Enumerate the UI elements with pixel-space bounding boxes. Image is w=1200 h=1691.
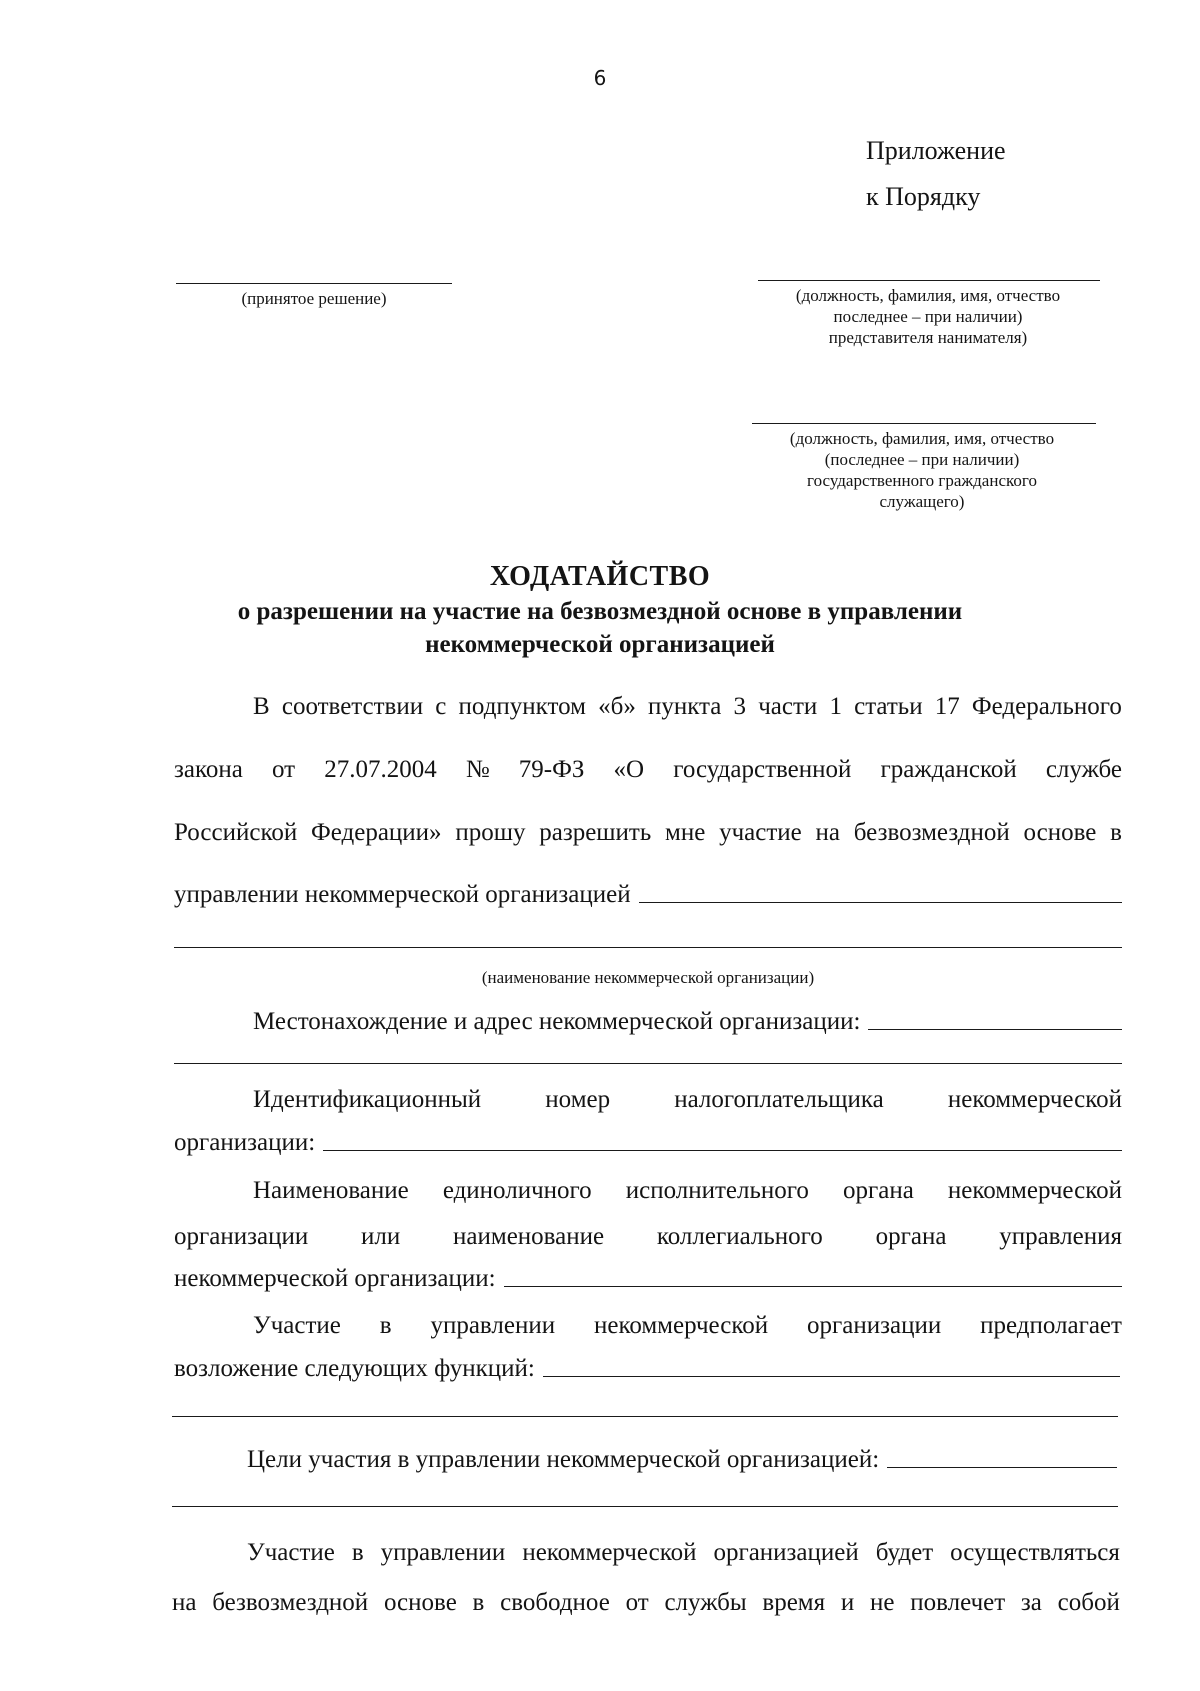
goals-blank-line [172,1506,1118,1507]
word: от [625,1589,649,1616]
word: исполнительного [625,1177,809,1204]
word: некоммерческой [947,1177,1122,1204]
word: разрешить [539,819,652,846]
word: Идентификационный [253,1086,482,1113]
employer-caption-line: (должность, фамилия, имя, отчество [795,286,1061,305]
word: государственной [673,756,852,783]
word: № [465,756,490,783]
employer-blank-line [758,280,1100,281]
word: от [271,756,296,783]
word: управлении [430,1312,556,1339]
paragraph-line [253,1087,1122,1112]
goals-blank [887,1467,1117,1468]
word: статьи [854,693,923,720]
inn-label: организации: [174,1129,316,1156]
word: собой [1057,1589,1120,1616]
word: 79-ФЗ [518,756,585,783]
word: организацией [713,1539,859,1566]
paragraph-line [253,1178,1122,1203]
inn-blank [323,1150,1122,1151]
document-subtitle: некоммерческой организацией [425,631,775,658]
word: номер [545,1086,611,1113]
word: безвозмездной [212,1589,369,1616]
servant-caption [740,428,1104,512]
word: управлении [380,1539,506,1566]
word: 27.07.2004 [324,756,437,783]
word: Российской [174,819,298,846]
org-name-caption: (наименование некоммерческой организации) [481,968,815,987]
functions-fill-line [174,1356,1120,1381]
word: некоммерческой [593,1312,769,1339]
servant-caption-line: служащего) [879,492,965,511]
word: в [351,1539,364,1566]
word: части [758,693,818,720]
servant-caption-line: (последнее – при наличии) [824,450,1020,469]
address-fill-line [253,1009,1122,1034]
word: на [172,1589,197,1616]
word: некоммерческой [947,1086,1122,1113]
word: Участие [253,1312,341,1339]
page-number: 6 [593,66,607,90]
word: «О [613,756,645,783]
word: наименование [453,1223,605,1250]
word: «б» [598,693,636,720]
paragraph-line [247,1540,1120,1565]
word: Федерального [971,693,1122,720]
word: 3 [733,693,747,720]
word: за [1020,1589,1042,1616]
word: 17 [934,693,960,720]
address-blank [868,1029,1122,1030]
word: в [379,1312,392,1339]
employer-caption-line: последнее – при наличии) [833,307,1023,326]
word: безвозмездной [853,819,1010,846]
functions-blank [543,1376,1120,1377]
org-name-label: управлении некоммерческой организацией [174,881,631,908]
word: на [815,819,841,846]
word: некоммерческой [522,1539,697,1566]
word: коллегиального [656,1223,823,1250]
word: свободное [500,1589,610,1616]
word: с [435,693,447,720]
paragraph-line [174,820,1122,845]
appendix-label: Приложение [866,136,1006,165]
word: или [361,1223,401,1250]
org-name-blank [639,902,1122,903]
word: участие [719,819,802,846]
functions-blank-line [172,1416,1118,1417]
word: мне [665,819,706,846]
word: Федерации» [310,819,442,846]
word: не [870,1589,895,1616]
organ-label: некоммерческой организации: [174,1265,496,1292]
organ-fill-line [174,1266,1122,1291]
word: службе [1045,756,1122,783]
organ-blank [504,1286,1122,1287]
appendix-reference: к Порядку [866,182,981,211]
employer-caption-line: представителя нанимателя) [828,328,1028,347]
org-name-fill-line [174,882,1122,907]
goals-label: Цели участия в управлении некоммерческой организацией: [247,1446,880,1473]
goals-fill-line [247,1447,1117,1472]
word: управления [999,1223,1122,1250]
word: в [1110,819,1122,846]
word: повлечет [910,1589,1006,1616]
address-label: Местонахождение и адрес некоммерческой организации: [253,1008,861,1035]
decision-blank-line [176,283,452,284]
word: органа [842,1177,914,1204]
word: время [762,1589,826,1616]
word: закона [174,756,243,783]
document-subtitle: о разрешении на участие на безвозмездной основе в управлении [237,598,963,625]
employer-caption [748,285,1108,348]
word: подпунктом [458,693,586,720]
word: налогоплательщика [674,1086,884,1113]
word: в [472,1589,485,1616]
word: соответствии [281,693,424,720]
inn-fill-line [174,1130,1122,1155]
word: 1 [829,693,842,720]
word: предполагает [980,1312,1122,1339]
paragraph-line [253,694,1122,719]
word: пункта [647,693,722,720]
word: органа [875,1223,947,1250]
word: организации [174,1223,309,1250]
paragraph-line [174,1224,1122,1249]
document-title: ХОДАТАЙСТВО [489,561,711,592]
word: осуществляться [950,1539,1120,1566]
org-name-blank-line [174,947,1122,948]
servant-caption-line: государственного гражданского [807,471,1037,490]
paragraph-line [253,1313,1122,1338]
word: организации [807,1312,942,1339]
word: и [840,1589,855,1616]
word: Участие [247,1539,335,1566]
word: единоличного [442,1177,592,1204]
word: основе [383,1589,457,1616]
word: будет [875,1539,934,1566]
functions-label: возложение следующих функций: [174,1355,535,1382]
servant-blank-line [752,423,1096,424]
paragraph-line [174,757,1122,782]
servant-caption-line: (должность, фамилия, имя, отчество [789,429,1055,448]
paragraph-line [172,1590,1120,1615]
address-blank-line [174,1063,1122,1064]
word: гражданской [880,756,1017,783]
word: В [253,693,270,720]
decision-caption: (принятое решение) [241,289,387,308]
word: службы [664,1589,747,1616]
word: прошу [455,819,526,846]
word: основе [1023,819,1097,846]
word: Наименование [253,1177,409,1204]
